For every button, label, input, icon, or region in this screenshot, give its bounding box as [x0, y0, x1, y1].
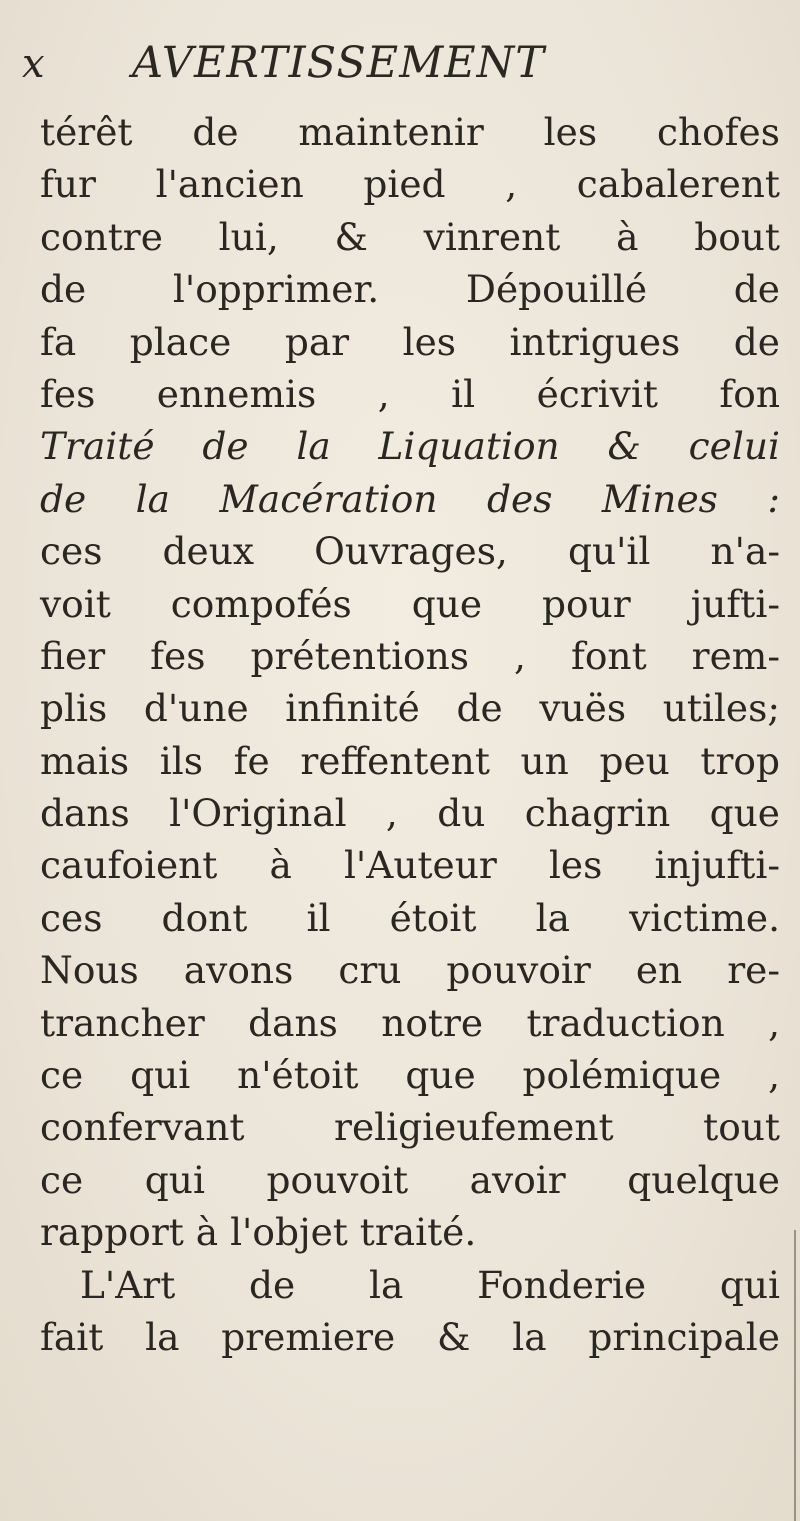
page-edge-divider	[794, 1230, 796, 1521]
text-line: Nous avons cru pouvoir en re-	[40, 948, 780, 993]
text-line: ces deux Ouvrages, qu'il n'a-	[40, 529, 780, 574]
text-line: caufoient à l'Auteur les injufti-	[40, 843, 780, 888]
signature-mark: x	[22, 41, 45, 87]
text-line: trancher dans notre traduction ,	[40, 1000, 780, 1045]
text-line: dans l'Original , du chagrin que	[40, 791, 780, 836]
text-line: fier fes prétentions , font rem-	[40, 633, 780, 678]
text-line: de la Macération des Mines :	[40, 476, 780, 521]
text-line: térêt de maintenir les chofes	[40, 110, 780, 154]
running-title: AVERTISSEMENT	[132, 38, 545, 88]
text-line: ces dont il étoit la victime.	[40, 895, 780, 940]
text-line: voit compofés que pour jufti-	[40, 581, 780, 626]
text-line: confervant religieufement tout	[40, 1105, 780, 1150]
body-text	[40, 106, 780, 1363]
page-header	[22, 38, 545, 98]
text-line: plis d'une infinité de vuës utiles;	[40, 686, 780, 731]
text-line: rapport à l'objet traité.	[40, 1210, 477, 1255]
text-line: fes ennemis , il écrivit fon	[40, 371, 780, 416]
text-line: L'Art de la Fonderie qui	[80, 1262, 780, 1307]
text-line: Traité de la Liquation & celui	[40, 424, 780, 469]
text-line: ce qui pouvoit avoir quelque	[40, 1157, 780, 1202]
text-line: fa place par les intrigues de	[40, 319, 780, 364]
text-line: mais ils fe reffentent un peu trop	[40, 738, 780, 783]
text-line: ce qui n'étoit que polémique ,	[40, 1053, 780, 1098]
text-line: fur l'ancien pied , cabalerent	[40, 162, 780, 207]
text-line: fait la premiere & la principale	[40, 1314, 780, 1359]
text-line: contre lui, & vinrent à bout	[40, 214, 780, 259]
text-line: de l'opprimer. Dépouillé de	[40, 267, 780, 312]
